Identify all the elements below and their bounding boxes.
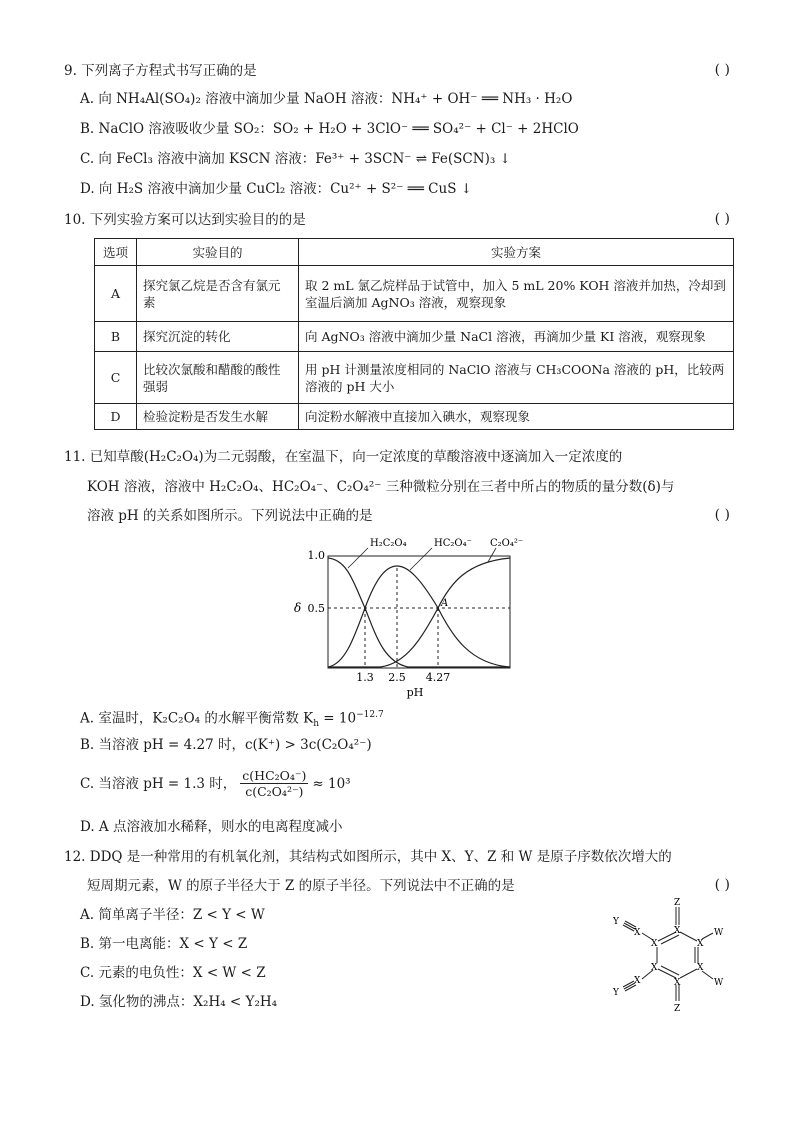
q11-option-a-exp: −12.7 bbox=[356, 710, 384, 720]
y-tick-label: 0.5 bbox=[307, 602, 325, 615]
atom-x-lower-cn: X bbox=[634, 976, 641, 986]
atom-x-ring: X bbox=[697, 939, 704, 949]
q11-option-c-suffix: ≈ 10³ bbox=[312, 775, 351, 792]
legend-label-h2c2o4: H₂C₂O₄ bbox=[370, 538, 407, 549]
atom-x-upper-cn: X bbox=[634, 928, 641, 938]
legend-label-hc2o4: HC₂O₄⁻ bbox=[434, 538, 472, 549]
atom-x-ring: X bbox=[674, 926, 681, 936]
series-pointer-hc2o4 bbox=[410, 548, 432, 570]
atom-y-upper: Y bbox=[613, 917, 619, 927]
q12-option-d: D. 氢化物的沸点：X₂H₄ < Y₂H₄ bbox=[80, 994, 278, 1010]
q9-option-b: B. NaClO 溶液吸收少量 SO₂：SO₂ + H₂O + 3ClO⁻ ══ SO₄²⁻ + Cl⁻ + 2HClO bbox=[80, 121, 579, 137]
q9-stem: 9. 下列离子方程式书写正确的是 bbox=[64, 63, 257, 79]
table-cell-option: C bbox=[95, 352, 137, 404]
q11-option-a bbox=[80, 706, 384, 733]
x-tick-label: 4.27 bbox=[425, 671, 451, 684]
atom-x-ring: X bbox=[651, 963, 658, 973]
atom-z-bottom: Z bbox=[674, 1004, 681, 1014]
atom-x-ring: X bbox=[651, 939, 658, 949]
ddq-structure-diagram bbox=[600, 895, 740, 1020]
atom-w-lower: W bbox=[714, 978, 724, 988]
series-curve-c2o4 bbox=[328, 558, 510, 667]
table-cell-plan: 向淀粉水解液中直接加入碘水，观察现象 bbox=[299, 404, 734, 430]
x-tick-label: 1.3 bbox=[356, 671, 374, 684]
fraction-numerator: c(HC₂O₄⁻) bbox=[242, 768, 307, 783]
atom-y-lower: Y bbox=[613, 988, 619, 998]
series-curve-h2c2o4 bbox=[328, 558, 510, 667]
table-row bbox=[95, 404, 734, 430]
q11-option-c-fraction bbox=[240, 768, 308, 799]
q10-stem: 10. 下列实验方案可以达到实验目的的是 bbox=[64, 212, 306, 228]
table-cell-option: D bbox=[95, 404, 137, 430]
q12-answer-paren: ( ) bbox=[714, 877, 730, 893]
q11-distribution-figure bbox=[290, 528, 550, 700]
fraction-denominator: c(C₂O₄²⁻) bbox=[245, 784, 304, 799]
y-tick-label: 1.0 bbox=[307, 549, 325, 562]
table-header: 选项 bbox=[95, 239, 137, 266]
table-cell-goal: 探究氯乙烷是否含有氯元素 bbox=[137, 266, 299, 322]
q9-answer-paren: ( ) bbox=[714, 62, 730, 78]
q11-option-a-sub: h bbox=[313, 719, 320, 730]
table-cell-goal: 探究沉淀的转化 bbox=[137, 322, 299, 352]
table-cell-option: B bbox=[95, 322, 137, 352]
atom-x-ring: X bbox=[674, 978, 681, 988]
q9-option-c: C. 向 FeCl₃ 溶液中滴加 KSCN 溶液：Fe³⁺ + 3SCN⁻ ⇌ Fe(SCN)₃ ↓ bbox=[80, 151, 511, 167]
q12-option-a: A. 简单离子半径：Z < Y < W bbox=[80, 907, 265, 923]
q9-option-a: A. 向 NH₄Al(SO₄)₂ 溶液中滴加少量 NaOH 溶液：NH₄⁺ + OH⁻ ══ NH₃ · H₂O bbox=[80, 91, 573, 107]
table-cell-plan: 取 2 mL 氯乙烷样品于试管中，加入 5 mL 20% KOH 溶液并加热，冷却到室温后滴加 AgNO₃ 溶液，观察现象 bbox=[299, 266, 734, 322]
q10-table bbox=[94, 238, 734, 430]
atom-z-top: Z bbox=[674, 898, 681, 908]
q12-option-c: C. 元素的电负性：X < W < Z bbox=[80, 965, 266, 981]
table-row bbox=[95, 352, 734, 404]
x-tick-label: 2.5 bbox=[388, 671, 406, 684]
q11-stem-line1: 11. 已知草酸(H₂C₂O₄)为二元弱酸，在室温下，向一定浓度的草酸溶液中逐滴加入一定浓度的 bbox=[64, 449, 623, 465]
q12-stem-line1: 12. DDQ 是一种常用的有机氧化剂，其结构式如图所示，其中 X、Y、Z 和 W 是原子序数依次增大的 bbox=[64, 849, 672, 865]
table-cell-plan: 用 pH 计测量浓度相同的 NaClO 溶液与 CH₃COONa 溶液的 pH，比较两溶液的 pH 大小 bbox=[299, 352, 734, 404]
q11-option-a-text: A. 室温时，K₂C₂O₄ 的水解平衡常数 K bbox=[80, 710, 314, 727]
atom-x-ring: X bbox=[697, 963, 704, 973]
table-header-row bbox=[95, 239, 734, 266]
q11-answer-paren: ( ) bbox=[714, 507, 730, 523]
plot-frame bbox=[328, 556, 510, 668]
q12-stem-line2: 短周期元素，W 的原子半径大于 Z 的原子半径。下列说法中不正确的是 bbox=[87, 878, 515, 894]
point-a-label: A bbox=[441, 598, 449, 609]
table-cell-option: A bbox=[95, 266, 137, 322]
q11-option-c bbox=[80, 768, 351, 799]
ring-bonds bbox=[623, 907, 713, 1001]
series-pointer-h2c2o4 bbox=[348, 548, 368, 568]
table-cell-plan: 向 AgNO₃ 溶液中滴加少量 NaCl 溶液，再滴加少量 KI 溶液，观察现象 bbox=[299, 322, 734, 352]
x-axis-label: pH bbox=[406, 686, 424, 699]
q11-option-a-tail: = 10 bbox=[319, 710, 357, 727]
series-curve-hc2o4 bbox=[328, 566, 510, 667]
table-row bbox=[95, 322, 734, 352]
q10-answer-paren: ( ) bbox=[714, 211, 730, 227]
table-header: 实验方案 bbox=[299, 239, 734, 266]
q9-option-d: D. 向 H₂S 溶液中滴加少量 CuCl₂ 溶液：Cu²⁺ + S²⁻ ══ CuS ↓ bbox=[80, 181, 473, 197]
q11-stem-line2: KOH 溶液，溶液中 H₂C₂O₄、HC₂O₄⁻、C₂O₄²⁻ 三种微粒分别在三者中所占的物质的量分数(δ)与 bbox=[87, 479, 675, 495]
q11-option-d: D. A 点溶液加水稀释，则水的电离程度减小 bbox=[80, 819, 343, 835]
y-axis-label: δ bbox=[294, 601, 302, 615]
q11-stem-line3: 溶液 pH 的关系如图所示。下列说法中正确的是 bbox=[87, 508, 373, 524]
table-cell-goal: 比较次氯酸和醋酸的酸性强弱 bbox=[137, 352, 299, 404]
q11-option-b: B. 当溶液 pH = 4.27 时，c(K⁺) > 3c(C₂O₄²⁻) bbox=[80, 737, 372, 753]
table-row bbox=[95, 266, 734, 322]
table-header: 实验目的 bbox=[137, 239, 299, 266]
table-cell-goal: 检验淀粉是否发生水解 bbox=[137, 404, 299, 430]
legend-label-c2o4: C₂O₄²⁻ bbox=[490, 538, 524, 549]
atom-w-upper: W bbox=[714, 928, 724, 938]
q11-option-c-prefix: C. 当溶液 pH = 1.3 时， bbox=[80, 775, 237, 792]
q12-option-b: B. 第一电离能：X < Y < Z bbox=[80, 936, 248, 952]
